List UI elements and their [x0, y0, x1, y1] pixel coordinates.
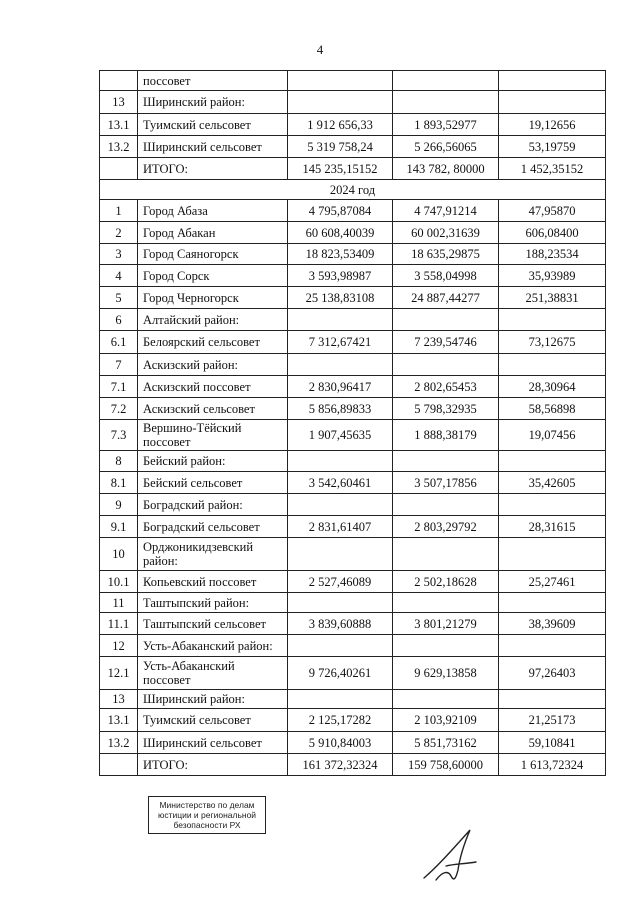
- value-1-cell: 5 856,89833: [288, 398, 393, 420]
- stamp-line: безопасности РХ: [173, 820, 241, 830]
- value-1-cell: 161 372,32324: [288, 754, 393, 776]
- value-1-cell: 3 542,60461: [288, 472, 393, 494]
- row-number-cell: 9: [100, 494, 138, 516]
- table-row: [100, 613, 606, 635]
- value-2-cell: [393, 91, 499, 114]
- value-3-cell: 606,08400: [499, 222, 606, 244]
- table-row: [100, 593, 606, 613]
- value-2-cell: [393, 451, 499, 472]
- value-3-cell: 188,23534: [499, 244, 606, 265]
- row-name-cell: Город Сорск: [138, 265, 288, 287]
- row-name-cell: Усть-Абаканский район:: [138, 635, 288, 657]
- value-2-cell: 143 782, 80000: [393, 158, 499, 180]
- value-3-cell: 28,31615: [499, 516, 606, 538]
- table-row: [100, 354, 606, 376]
- value-2-cell: 3 507,17856: [393, 472, 499, 494]
- table-row: [100, 222, 606, 244]
- value-1-cell: [288, 309, 393, 331]
- row-name-cell: Орджоникидзевский район:: [138, 538, 288, 571]
- value-2-cell: 2 803,29792: [393, 516, 499, 538]
- row-number-cell: 1: [100, 200, 138, 222]
- row-number-cell: [100, 754, 138, 776]
- table-row: [100, 571, 606, 593]
- row-name-cell: Аскизский район:: [138, 354, 288, 376]
- value-1-cell: 5 319 758,24: [288, 136, 393, 158]
- row-number-cell: 5: [100, 287, 138, 309]
- value-1-cell: 4 795,87084: [288, 200, 393, 222]
- value-1-cell: [288, 494, 393, 516]
- row-number-cell: 7: [100, 354, 138, 376]
- table-row: [100, 635, 606, 657]
- table-body: [100, 71, 606, 776]
- stamp-line: юстиции и региональной: [157, 810, 257, 820]
- row-name-cell: Город Абаза: [138, 200, 288, 222]
- table-row: [100, 398, 606, 420]
- value-2-cell: 9 629,13858: [393, 657, 499, 690]
- value-3-cell: [499, 71, 606, 91]
- row-name-cell: Город Саяногорск: [138, 244, 288, 265]
- value-1-cell: 7 312,67421: [288, 331, 393, 354]
- value-1-cell: [288, 71, 393, 91]
- row-number-cell: 6: [100, 309, 138, 331]
- row-name-cell: Копьевский поссовет: [138, 571, 288, 593]
- value-1-cell: 25 138,83108: [288, 287, 393, 309]
- value-2-cell: 1 888,38179: [393, 420, 499, 451]
- value-3-cell: 97,26403: [499, 657, 606, 690]
- value-3-cell: 25,27461: [499, 571, 606, 593]
- value-2-cell: 60 002,31639: [393, 222, 499, 244]
- stamp-line: Министерство по делам: [159, 800, 255, 810]
- row-number-cell: 7.2: [100, 398, 138, 420]
- value-2-cell: 1 893,52977: [393, 114, 499, 136]
- budget-table: [99, 70, 606, 776]
- value-2-cell: 4 747,91214: [393, 200, 499, 222]
- row-number-cell: 8: [100, 451, 138, 472]
- row-name-cell: Ширинский район:: [138, 690, 288, 709]
- row-name-cell: ИТОГО:: [138, 754, 288, 776]
- table-row: [100, 494, 606, 516]
- value-1-cell: [288, 91, 393, 114]
- value-1-cell: 1 907,45635: [288, 420, 393, 451]
- value-2-cell: [393, 71, 499, 91]
- row-name-cell: Туимский сельсовет: [138, 114, 288, 136]
- row-number-cell: 3: [100, 244, 138, 265]
- table-row: [100, 472, 606, 494]
- value-1-cell: [288, 593, 393, 613]
- value-1-cell: [288, 690, 393, 709]
- table-row: [100, 657, 606, 690]
- row-name-cell: Город Черногорск: [138, 287, 288, 309]
- row-name-cell: Бейский сельсовет: [138, 472, 288, 494]
- row-number-cell: 13: [100, 91, 138, 114]
- value-1-cell: 3 593,98987: [288, 265, 393, 287]
- value-1-cell: 2 527,46089: [288, 571, 393, 593]
- value-2-cell: 24 887,44277: [393, 287, 499, 309]
- value-3-cell: 47,95870: [499, 200, 606, 222]
- value-3-cell: [499, 690, 606, 709]
- value-1-cell: 2 125,17282: [288, 709, 393, 732]
- row-number-cell: 9.1: [100, 516, 138, 538]
- value-3-cell: [499, 538, 606, 571]
- value-3-cell: [499, 451, 606, 472]
- signature-image: [418, 826, 488, 886]
- row-name-cell: Город Абакан: [138, 222, 288, 244]
- value-3-cell: 251,38831: [499, 287, 606, 309]
- value-3-cell: 38,39609: [499, 613, 606, 635]
- value-3-cell: [499, 494, 606, 516]
- value-1-cell: [288, 538, 393, 571]
- value-1-cell: 1 912 656,33: [288, 114, 393, 136]
- value-1-cell: 3 839,60888: [288, 613, 393, 635]
- value-2-cell: 3 801,21279: [393, 613, 499, 635]
- value-3-cell: 35,42605: [499, 472, 606, 494]
- row-name-cell: Алтайский район:: [138, 309, 288, 331]
- row-name-cell: Боградский район:: [138, 494, 288, 516]
- row-name-cell: Ширинский сельсовет: [138, 732, 288, 754]
- value-3-cell: 35,93989: [499, 265, 606, 287]
- row-number-cell: 12.1: [100, 657, 138, 690]
- value-3-cell: [499, 635, 606, 657]
- row-number-cell: 7.1: [100, 376, 138, 398]
- row-number-cell: [100, 158, 138, 180]
- value-2-cell: [393, 494, 499, 516]
- row-number-cell: 11: [100, 593, 138, 613]
- table-row: [100, 265, 606, 287]
- row-number-cell: 2: [100, 222, 138, 244]
- value-1-cell: 60 608,40039: [288, 222, 393, 244]
- value-3-cell: 73,12675: [499, 331, 606, 354]
- row-number-cell: 7.3: [100, 420, 138, 451]
- value-2-cell: 2 103,92109: [393, 709, 499, 732]
- value-2-cell: [393, 309, 499, 331]
- row-name-cell: Белоярский сельсовет: [138, 331, 288, 354]
- row-number-cell: 6.1: [100, 331, 138, 354]
- value-3-cell: [499, 354, 606, 376]
- value-3-cell: [499, 593, 606, 613]
- row-number-cell: 10: [100, 538, 138, 571]
- row-number-cell: 11.1: [100, 613, 138, 635]
- table-row: [100, 451, 606, 472]
- value-2-cell: 3 558,04998: [393, 265, 499, 287]
- value-2-cell: [393, 690, 499, 709]
- row-name-cell: Таштыпский сельсовет: [138, 613, 288, 635]
- value-1-cell: 5 910,84003: [288, 732, 393, 754]
- value-1-cell: 145 235,15152: [288, 158, 393, 180]
- table-row: [100, 754, 606, 776]
- section-label: 2024 год: [100, 180, 606, 200]
- value-2-cell: 159 758,60000: [393, 754, 499, 776]
- table-row: [100, 309, 606, 331]
- row-number-cell: 10.1: [100, 571, 138, 593]
- value-1-cell: [288, 451, 393, 472]
- value-3-cell: 1 613,72324: [499, 754, 606, 776]
- value-2-cell: [393, 538, 499, 571]
- value-3-cell: 28,30964: [499, 376, 606, 398]
- value-1-cell: [288, 354, 393, 376]
- value-3-cell: 53,19759: [499, 136, 606, 158]
- value-1-cell: [288, 635, 393, 657]
- page-number: 4: [316, 42, 324, 57]
- row-number-cell: 13.1: [100, 709, 138, 732]
- row-name-cell: Вершино-Тёйский поссовет: [138, 420, 288, 451]
- value-3-cell: [499, 91, 606, 114]
- row-name-cell: Усть-Абаканский поссовет: [138, 657, 288, 690]
- row-name-cell: Аскизский поссовет: [138, 376, 288, 398]
- row-number-cell: 8.1: [100, 472, 138, 494]
- table-row: [100, 516, 606, 538]
- row-number-cell: 13.2: [100, 732, 138, 754]
- value-2-cell: [393, 593, 499, 613]
- table-row: [100, 71, 606, 91]
- value-2-cell: 5 266,56065: [393, 136, 499, 158]
- value-1-cell: 9 726,40261: [288, 657, 393, 690]
- row-name-cell: Боградский сельсовет: [138, 516, 288, 538]
- row-number-cell: 13.2: [100, 136, 138, 158]
- row-number-cell: 13.1: [100, 114, 138, 136]
- value-3-cell: 58,56898: [499, 398, 606, 420]
- table-row: [100, 376, 606, 398]
- value-1-cell: 2 830,96417: [288, 376, 393, 398]
- value-3-cell: 1 452,35152: [499, 158, 606, 180]
- value-3-cell: 19,12656: [499, 114, 606, 136]
- value-3-cell: 21,25173: [499, 709, 606, 732]
- value-1-cell: 2 831,61407: [288, 516, 393, 538]
- table-row: [100, 136, 606, 158]
- table-row: [100, 200, 606, 222]
- value-3-cell: [499, 309, 606, 331]
- value-2-cell: 2 502,18628: [393, 571, 499, 593]
- row-name-cell: Ширинский район:: [138, 91, 288, 114]
- table-row: [100, 420, 606, 451]
- table-row: [100, 287, 606, 309]
- table-row: [100, 158, 606, 180]
- table-row: [100, 114, 606, 136]
- table-row: [100, 91, 606, 114]
- value-2-cell: 5 851,73162: [393, 732, 499, 754]
- value-2-cell: [393, 635, 499, 657]
- table-row: [100, 331, 606, 354]
- row-name-cell: Аскизский сельсовет: [138, 398, 288, 420]
- row-number-cell: 13: [100, 690, 138, 709]
- table-row: [100, 690, 606, 709]
- row-number-cell: 4: [100, 265, 138, 287]
- value-3-cell: 19,07456: [499, 420, 606, 451]
- row-name-cell: ИТОГО:: [138, 158, 288, 180]
- value-2-cell: [393, 354, 499, 376]
- table-row: [100, 244, 606, 265]
- row-name-cell: поссовет: [138, 71, 288, 91]
- row-name-cell: Туимский сельсовет: [138, 709, 288, 732]
- table-row: [100, 732, 606, 754]
- ministry-stamp: [148, 796, 266, 834]
- value-3-cell: 59,10841: [499, 732, 606, 754]
- table-row: [100, 538, 606, 571]
- value-2-cell: 5 798,32935: [393, 398, 499, 420]
- row-name-cell: Таштыпский район:: [138, 593, 288, 613]
- value-2-cell: 18 635,29875: [393, 244, 499, 265]
- row-name-cell: Ширинский сельсовет: [138, 136, 288, 158]
- value-2-cell: 7 239,54746: [393, 331, 499, 354]
- section-row: [100, 180, 606, 200]
- value-2-cell: 2 802,65453: [393, 376, 499, 398]
- row-number-cell: 12: [100, 635, 138, 657]
- row-number-cell: [100, 71, 138, 91]
- row-name-cell: Бейский район:: [138, 451, 288, 472]
- table-row: [100, 709, 606, 732]
- value-1-cell: 18 823,53409: [288, 244, 393, 265]
